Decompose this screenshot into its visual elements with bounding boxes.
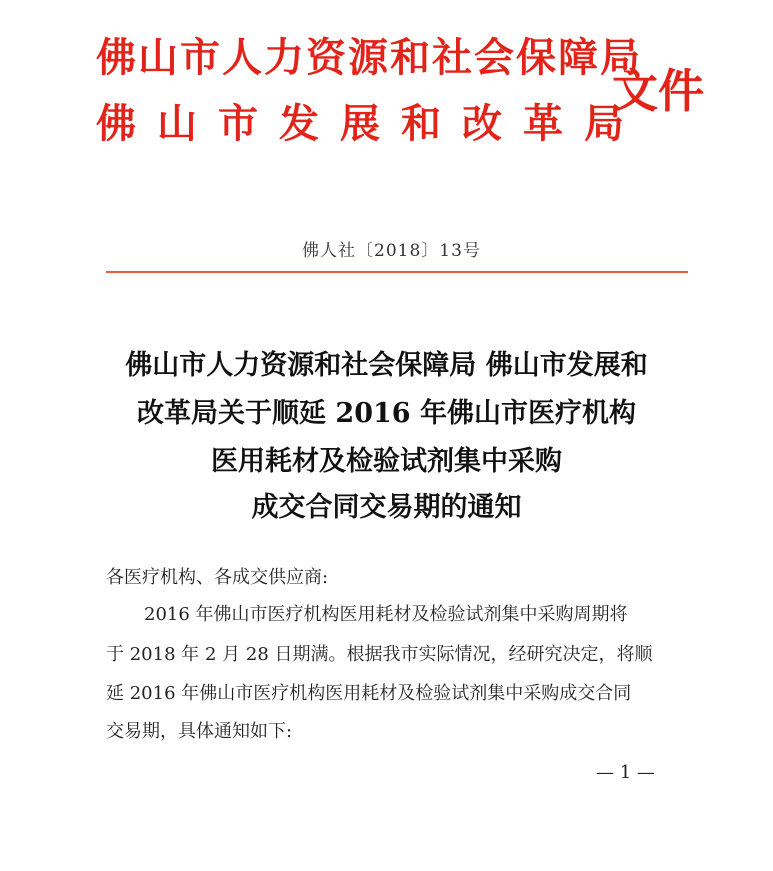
page-number: — 1 —: [596, 762, 655, 783]
document-number: 佛人社〔2018〕13号: [302, 241, 481, 261]
title-line-2: 改革局关于顺延 2016 年佛山市医疗机构: [137, 398, 636, 429]
title-line-3: 医用耗材及检验试剂集中采购: [211, 446, 562, 477]
body-line-4: 交易期，具体通知如下:: [106, 721, 293, 742]
issuer-line-1: 佛山市人力资源和社会保障局: [96, 34, 642, 81]
issuer-line-2: 佛山市发展和改革局: [96, 100, 645, 147]
body-line-1: 2016 年佛山市医疗机构医用耗材及检验试剂集中采购周期将: [144, 604, 628, 625]
title-line-1: 佛山市人力资源和社会保障局 佛山市发展和: [125, 350, 648, 381]
body-line-2: 于 2018 年 2 月 28 日期满。根据我市实际情况，经研究决定，将顺: [106, 644, 653, 665]
salutation: 各医疗机构、各成交供应商:: [106, 567, 329, 588]
red-separator-rule: [106, 271, 688, 273]
body-line-3: 延 2016 年佛山市医疗机构医用耗材及检验试剂集中采购成交合同: [106, 683, 632, 704]
title-line-4: 成交合同交易期的通知: [251, 492, 522, 523]
document-type-label: 文件: [612, 64, 704, 118]
